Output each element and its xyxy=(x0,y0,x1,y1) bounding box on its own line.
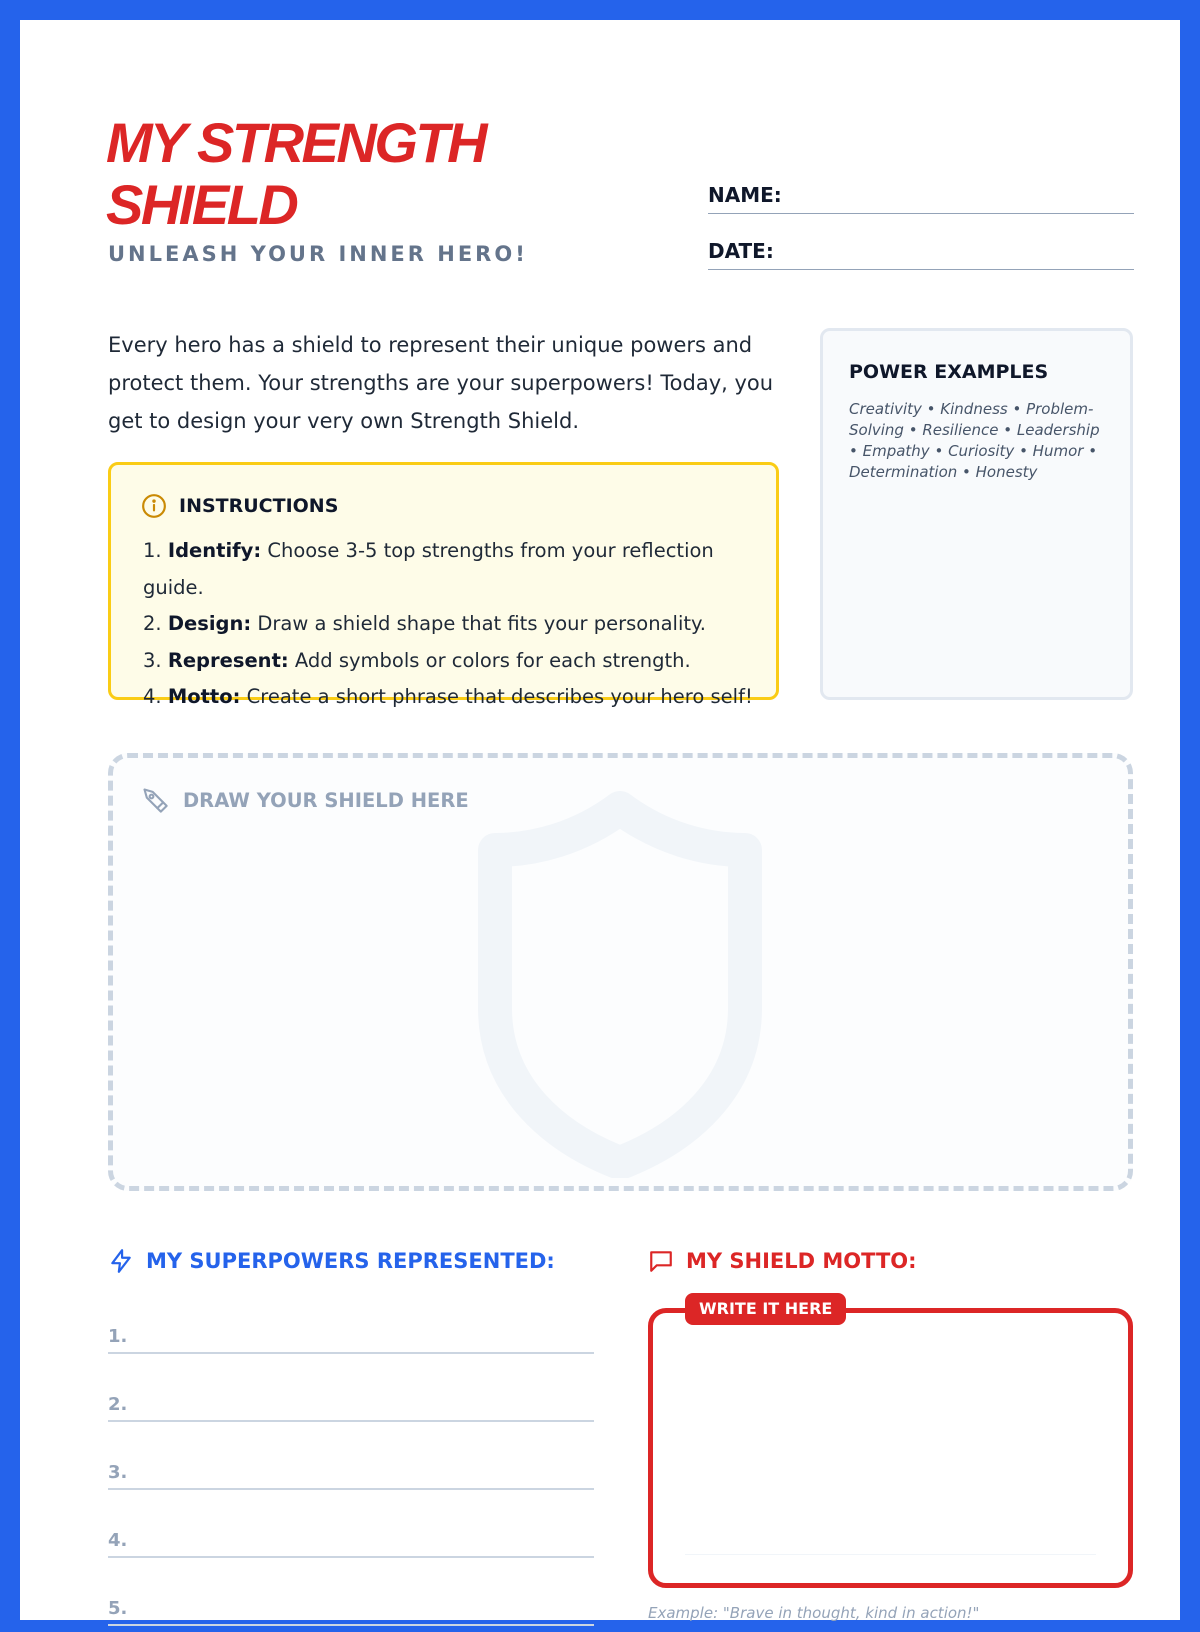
intro-paragraph: Every hero has a shield to represent their unique powers and protect them. Your strengths are your superpowers! Today, you get to design your very own Strength Shield. xyxy=(108,333,774,433)
motto-input-box[interactable] xyxy=(648,1299,1133,1588)
power-examples-list: Creativity • Kindness • Problem-Solving • Resilience • Leadership • Empathy • Curiosity • Humor • Determination • Honesty xyxy=(849,400,1100,481)
name-label: NAME: xyxy=(708,183,782,207)
date-label: DATE: xyxy=(708,239,774,263)
worksheet-page xyxy=(20,20,1180,1620)
instruction-item: 1. Identify: Choose 3-5 top strengths from your reflection guide. xyxy=(143,539,714,599)
instruction-item: 4. Motto: Create a short phrase that describes your hero self! xyxy=(143,685,753,708)
superpower-line-1[interactable]: 1. xyxy=(108,1314,594,1354)
instructions-header xyxy=(141,493,338,519)
shield-icon xyxy=(455,778,785,1178)
power-examples-panel xyxy=(820,328,1133,700)
superpower-line-3[interactable]: 3. xyxy=(108,1450,594,1490)
instructions-panel xyxy=(108,462,779,708)
instructions-title: INSTRUCTIONS xyxy=(179,495,339,517)
page-subtitle: UNLEASH YOUR INNER HERO! xyxy=(108,242,528,266)
superpower-line-5[interactable]: 5. xyxy=(108,1586,594,1626)
pen-tool-icon xyxy=(141,786,169,814)
superpower-line-4[interactable]: 4. xyxy=(108,1518,594,1558)
shield-drawing-area[interactable] xyxy=(108,753,1133,1191)
lightning-icon xyxy=(108,1248,134,1274)
name-field[interactable] xyxy=(708,180,1134,214)
power-examples-title: POWER EXAMPLES xyxy=(849,361,1049,383)
instructions-list xyxy=(143,533,776,716)
draw-area-label: DRAW YOUR SHIELD HERE xyxy=(141,786,469,814)
instruction-item: 2. Design: Draw a shield shape that fits your personality. xyxy=(143,612,706,635)
superpower-line-2[interactable]: 2. xyxy=(108,1382,594,1422)
instruction-item: 3. Represent: Add symbols or colors for each strength. xyxy=(143,648,691,672)
motto-writing-line xyxy=(685,1554,1096,1555)
page-title: MY STRENGTH SHIELD xyxy=(106,111,486,236)
speech-bubble-icon xyxy=(648,1248,674,1274)
date-field[interactable] xyxy=(708,236,1134,270)
info-icon xyxy=(141,493,167,519)
superpowers-heading: MY SUPERPOWERS REPRESENTED: xyxy=(108,1248,555,1274)
motto-heading: MY SHIELD MOTTO: xyxy=(648,1248,917,1274)
motto-tag: WRITE IT HERE xyxy=(685,1293,846,1325)
motto-example: Example: "Brave in thought, kind in action!" xyxy=(648,1604,980,1622)
